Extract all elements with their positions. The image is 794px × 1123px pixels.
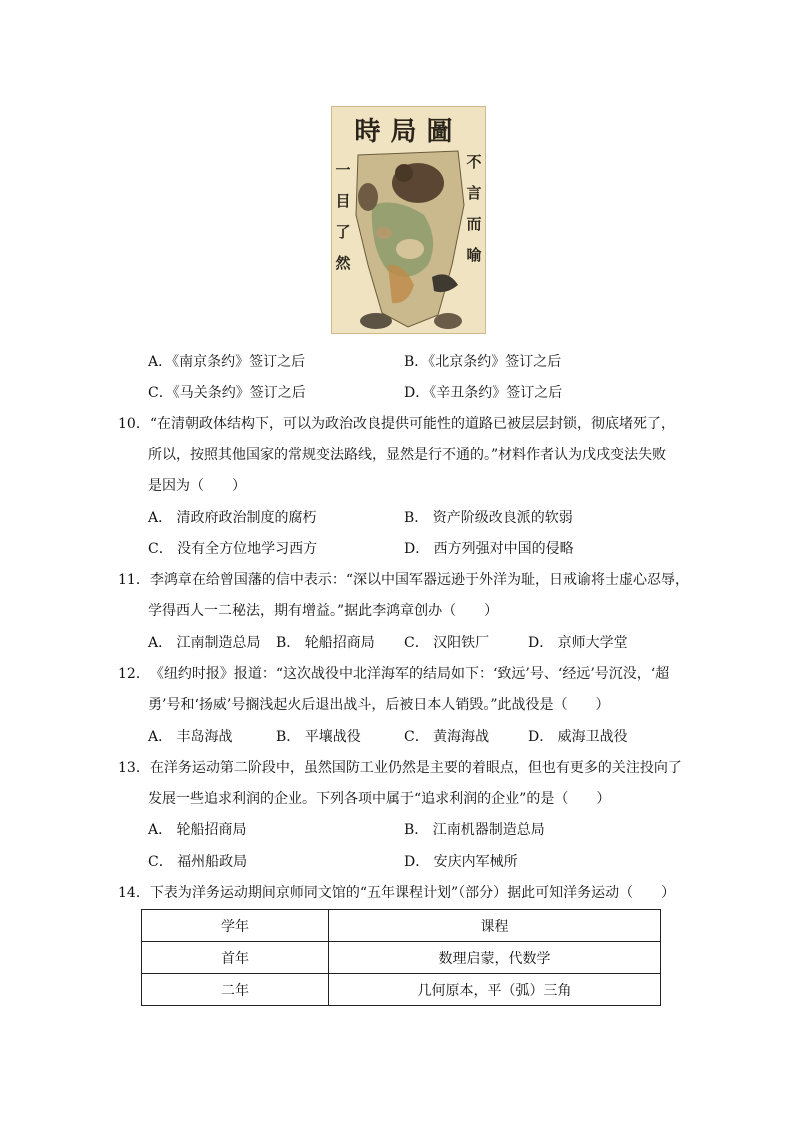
table-header-cell: 学年 bbox=[142, 910, 329, 942]
q12-option-b: B． 平壤战役 bbox=[276, 729, 361, 745]
figure-right-char: 而 bbox=[466, 215, 482, 233]
q10-option-b: B． 资产阶级改良派的软弱 bbox=[404, 510, 573, 526]
figure-left-char: 然 bbox=[335, 254, 351, 272]
q14-stem-text: 下表为洋务运动期间京师同文馆的“五年课程计划”（部分）据此可知洋务运动（ ） bbox=[149, 885, 676, 901]
q12-option-c: C． 黄海海战 bbox=[404, 729, 490, 745]
figure-right-char: 不 bbox=[466, 153, 482, 171]
question-number: 12． bbox=[118, 666, 150, 682]
q11-option-c: C． 汉阳铁厂 bbox=[404, 635, 490, 651]
table-row bbox=[142, 942, 661, 974]
table-cell: 数理启蒙，代数学 bbox=[329, 942, 661, 974]
q10-option-a: A． 清政府政治制度的腐朽 bbox=[148, 510, 317, 526]
q14-stem-line bbox=[118, 883, 675, 903]
q10-stem-text: “在清朝政体结构下，可以为政治改良提供可能性的道路已被层层封锁，彻底堵死了， bbox=[149, 416, 675, 432]
table-cell: 首年 bbox=[142, 942, 329, 974]
q10-stem-line bbox=[118, 414, 675, 434]
q13-option-b: B． 江南机器制造总局 bbox=[404, 822, 545, 838]
question-number: 10． bbox=[118, 416, 150, 432]
question-number: 13． bbox=[118, 760, 150, 776]
q12-stem-line: 勇’号和‘扬威’号搁浅起火后退出战斗，后被日本人销毁。”此战役是（ ） bbox=[148, 697, 610, 713]
table-cell: 几何原本，平（弧）三角 bbox=[329, 974, 661, 1006]
q10-stem-line: 所以，按照其他国家的常规变法路线，显然是行不通的。”材料作者认为戊戌变法失败 bbox=[148, 447, 667, 463]
table-row bbox=[142, 974, 661, 1006]
q9-option-d: D．《辛丑条约》签订之后 bbox=[404, 385, 563, 401]
q12-option-a: A． 丰岛海战 bbox=[148, 729, 233, 745]
q11-option-a: A． 江南制造总局 bbox=[148, 635, 261, 651]
figure-left-char: 了 bbox=[335, 223, 351, 241]
q13-option-c: C． 福州船政局 bbox=[148, 854, 248, 870]
table-header-cell: 课程 bbox=[329, 910, 661, 942]
figure-right-char: 喻 bbox=[466, 246, 482, 264]
q10-option-c: C． 没有全方位地学习西方 bbox=[148, 541, 318, 557]
figure-left-char: 一 bbox=[335, 161, 351, 179]
question-number: 14． bbox=[118, 885, 150, 901]
table-cell: 二年 bbox=[142, 974, 329, 1006]
q11-option-b: B． 轮船招商局 bbox=[276, 635, 375, 651]
q9-option-c: C．《马关条约》签订之后 bbox=[148, 385, 306, 401]
q12-stem-line bbox=[118, 664, 669, 684]
q12-option-d: D． 威海卫战役 bbox=[528, 729, 628, 745]
q11-option-d: D． 京师大学堂 bbox=[528, 635, 628, 651]
q10-option-d: D． 西方列强对中国的侵略 bbox=[404, 541, 574, 557]
q13-option-d: D． 安庆内军械所 bbox=[404, 854, 518, 870]
q12-stem-text: 《纽约时报》报道：“这次战役中北洋海军的结局如下：‘致远’号、‘经远’号沉没，‘超 bbox=[149, 666, 670, 682]
q9-option-b: B．《北京条约》签订之后 bbox=[404, 354, 562, 370]
q10-stem-line: 是因为（ ） bbox=[148, 478, 246, 494]
curriculum-table bbox=[141, 909, 661, 1006]
table-header-row bbox=[142, 910, 661, 942]
figure-left-char: 目 bbox=[335, 192, 351, 210]
figure-right-char: 言 bbox=[466, 184, 482, 202]
q13-option-a: A． 轮船招商局 bbox=[148, 822, 247, 838]
q9-option-a: A．《南京条约》签订之后 bbox=[148, 354, 306, 370]
q11-stem-line bbox=[118, 570, 689, 590]
figure-title: 時局圖 bbox=[354, 117, 463, 147]
cartoon-map-illustration bbox=[348, 145, 470, 331]
q11-stem-text: 李鸿章在给曾国藩的信中表示：“深以中国军器远逊于外洋为耻，日戒谕将士虚心忍辱， bbox=[149, 572, 689, 588]
question-number: 11． bbox=[118, 572, 150, 588]
cartoon-figure bbox=[331, 106, 486, 334]
q11-stem-line: 学得西人一二秘法，期有增益。”据此李鸿章创办（ ） bbox=[148, 603, 499, 619]
q13-stem-text: 在洋务运动第二阶段中，虽然国防工业仍然是主要的着眼点，但也有更多的关注投向了 bbox=[149, 760, 682, 776]
q13-stem-line: 发展一些追求利润的企业。下列各项中属于“追求利润的企业”的是（ ） bbox=[148, 791, 611, 807]
q13-stem-line bbox=[118, 758, 682, 778]
